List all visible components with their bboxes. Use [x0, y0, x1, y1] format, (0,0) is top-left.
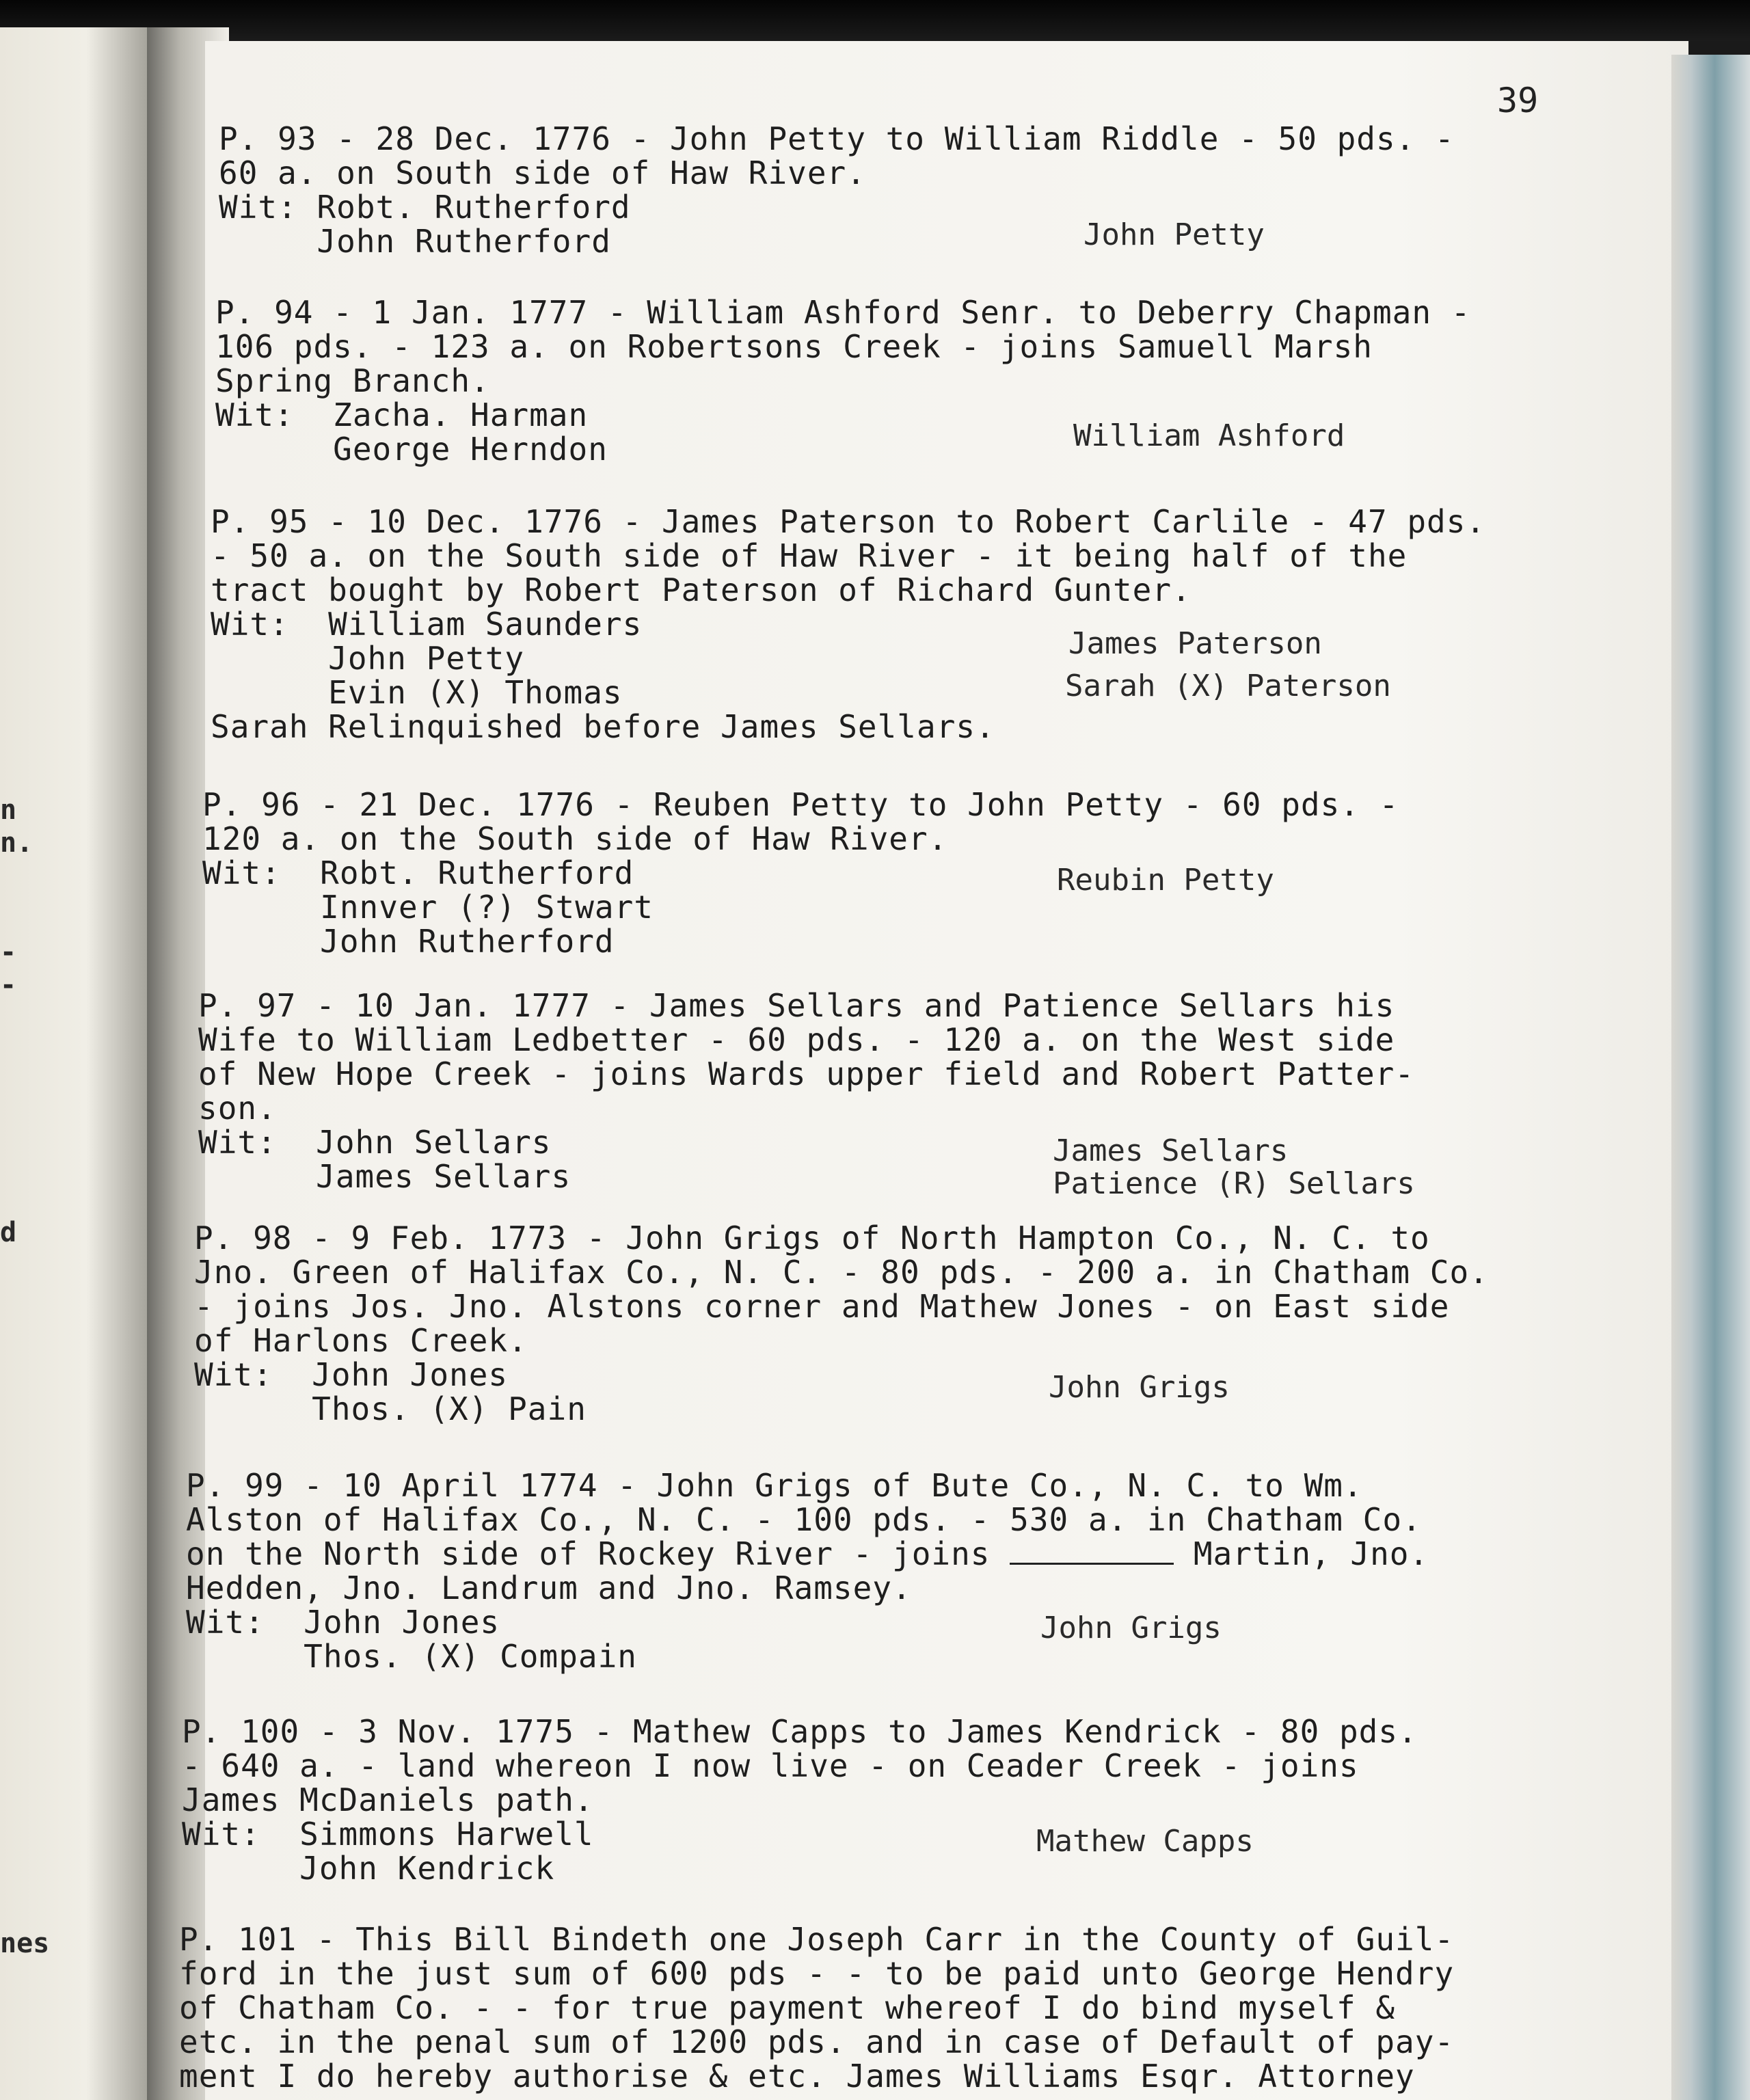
left-margin-fragment: d [0, 1217, 17, 1248]
entry-line: 120 a. on the South side of Haw River. [202, 820, 948, 857]
entry-line: James Sellars [198, 1158, 571, 1195]
entry-line: ford in the just sum of 600 pds - - to be paid unto George Hendry [179, 1955, 1455, 1992]
entry-line: Wit: Robt. Rutherford [202, 854, 634, 891]
entry-line: Innver (?) Stwart [202, 889, 654, 926]
left-margin-fragment: n [0, 794, 17, 826]
signature: John Grigs [1049, 1370, 1230, 1405]
left-margin-fragment: n. [0, 827, 33, 859]
entry-line: of Harlons Creek. [194, 1322, 528, 1359]
entry-line: John Petty [211, 640, 525, 677]
entry-line: Wit: Simmons Harwell [182, 1816, 594, 1853]
page-edge [1671, 55, 1750, 2100]
signature: John Grigs [1040, 1611, 1222, 1645]
entry-line: 60 a. on South side of Haw River. [219, 154, 866, 191]
signature: James Paterson [1068, 626, 1322, 661]
entry-line: George Herndon [215, 431, 608, 468]
entry-line: Thos. (X) Pain [194, 1390, 587, 1427]
entry-line: of Chatham Co. - - for true payment whereof I do bind myself & [179, 1989, 1396, 2026]
entry-line: - 50 a. on the South side of Haw River - it being half of the [211, 537, 1408, 574]
entry-line: James McDaniels path. [182, 1781, 594, 1818]
entry-line: Wit: John Sellars [198, 1124, 552, 1161]
signature: John Petty [1083, 217, 1265, 252]
deed-entry-p99 [186, 1468, 1429, 1673]
entry-line: Alston of Halifax Co., N. C. - 100 pds. - 530 a. in Chatham Co. [186, 1501, 1422, 1538]
entry-line: Wit: John Jones [186, 1604, 500, 1641]
entry-line: Hedden, Jno. Landrum and Jno. Ramsey. [186, 1570, 912, 1606]
entry-line: tract bought by Robert Paterson of Richard Gunter. [211, 571, 1192, 608]
entry-line: P. 94 - 1 Jan. 1777 - William Ashford Senr. to Deberry Chapman - [215, 294, 1471, 331]
left-margin-fragment: nes [0, 1928, 50, 1959]
deed-entry-p97 [198, 987, 1415, 1201]
entry-line: Wit: Zacha. Harman [215, 396, 589, 433]
deed-entry-p101 [179, 1922, 1454, 2093]
entry-line: P. 93 - 28 Dec. 1776 - John Petty to William Riddle - 50 pds. - [219, 120, 1455, 157]
entry-line [186, 1537, 1429, 1571]
entry-line: Sarah Relinquished before James Sellars. [211, 708, 995, 745]
deed-entry-p95 [211, 504, 1485, 744]
entry-line: 106 pds. - 123 a. on Robertsons Creek - joins Samuell Marsh [215, 328, 1373, 365]
signature: Patience (R) Sellars [1053, 1166, 1415, 1201]
entry-line: Jno. Green of Halifax Co., N. C. - 80 pds. - 200 a. in Chatham Co. [194, 1254, 1489, 1291]
signature: James Sellars [1053, 1133, 1289, 1168]
entry-line: P. 99 - 10 April 1774 - John Grigs of Bute Co., N. C. to Wm. [186, 1467, 1363, 1504]
entry-line: P. 97 - 10 Jan. 1777 - James Sellars and Patience Sellars his [198, 987, 1395, 1024]
signature: Sarah (X) Paterson [1065, 669, 1391, 703]
entry-line: Wit: Robt. Rutherford [219, 189, 631, 226]
entry-line: Wit: John Jones [194, 1356, 509, 1393]
left-margin-fragment: - [0, 969, 17, 1001]
left-facing-page [0, 27, 157, 2100]
entry-line: John Rutherford [202, 923, 615, 960]
entry-line: Spring Branch. [215, 362, 490, 399]
blank-underline [1010, 1557, 1174, 1565]
deed-entry-p100 [182, 1714, 1418, 1885]
entry-line: - 640 a. - land whereon I now live - on Ceader Creek - joins [182, 1747, 1359, 1784]
entry-line: P. 98 - 9 Feb. 1773 - John Grigs of North Hampton Co., N. C. to [194, 1220, 1430, 1256]
entry-line: etc. in the penal sum of 1200 pds. and in case of Default of pay- [179, 2023, 1455, 2060]
entry-line: P. 95 - 10 Dec. 1776 - James Paterson to Robert Carlile - 47 pds. [211, 503, 1486, 540]
entry-line: of New Hope Creek - joins Wards upper field and Robert Patter- [198, 1055, 1415, 1092]
entry-line: - joins Jos. Jno. Alstons corner and Mathew Jones - on East side [194, 1288, 1450, 1325]
entry-line: Wit: William Saunders [211, 606, 643, 643]
left-margin-fragment: - [0, 937, 17, 968]
scan-top-shadow [0, 0, 1750, 41]
deed-entry-p96 [202, 788, 1399, 958]
entry-line: Evin (X) Thomas [211, 674, 623, 711]
entry-line: John Rutherford [219, 223, 611, 260]
entry-line-start: on the North side of Rockey River - joins [186, 1535, 1010, 1572]
entry-line: P. 101 - This Bill Bindeth one Joseph Carr in the County of Guil- [179, 1921, 1455, 1958]
entry-line: John Kendrick [182, 1850, 555, 1887]
deed-entry-p94 [215, 295, 1470, 466]
deed-entry-p93 [219, 122, 1455, 258]
entry-line: son. [198, 1090, 277, 1127]
signature: Reubin Petty [1057, 863, 1274, 898]
entry-line: Thos. (X) Compain [186, 1638, 637, 1675]
entry-line: P. 100 - 3 Nov. 1775 - Mathew Capps to James Kendrick - 80 pds. [182, 1713, 1418, 1750]
entry-line: Wife to William Ledbetter - 60 pds. - 120 a. on the West side [198, 1021, 1395, 1058]
entry-line-end: Martin, Jno. [1174, 1535, 1429, 1572]
deed-entry-p98 [194, 1221, 1489, 1426]
page-number: 39 [1497, 81, 1539, 120]
entry-line: P. 96 - 21 Dec. 1776 - Reuben Petty to John Petty - 60 pds. - [202, 786, 1399, 823]
signature: Mathew Capps [1036, 1824, 1254, 1859]
signature: William Ashford [1073, 418, 1345, 453]
entry-line: ment I do hereby authorise & etc. James Williams Esqr. Attorney [179, 2058, 1415, 2095]
